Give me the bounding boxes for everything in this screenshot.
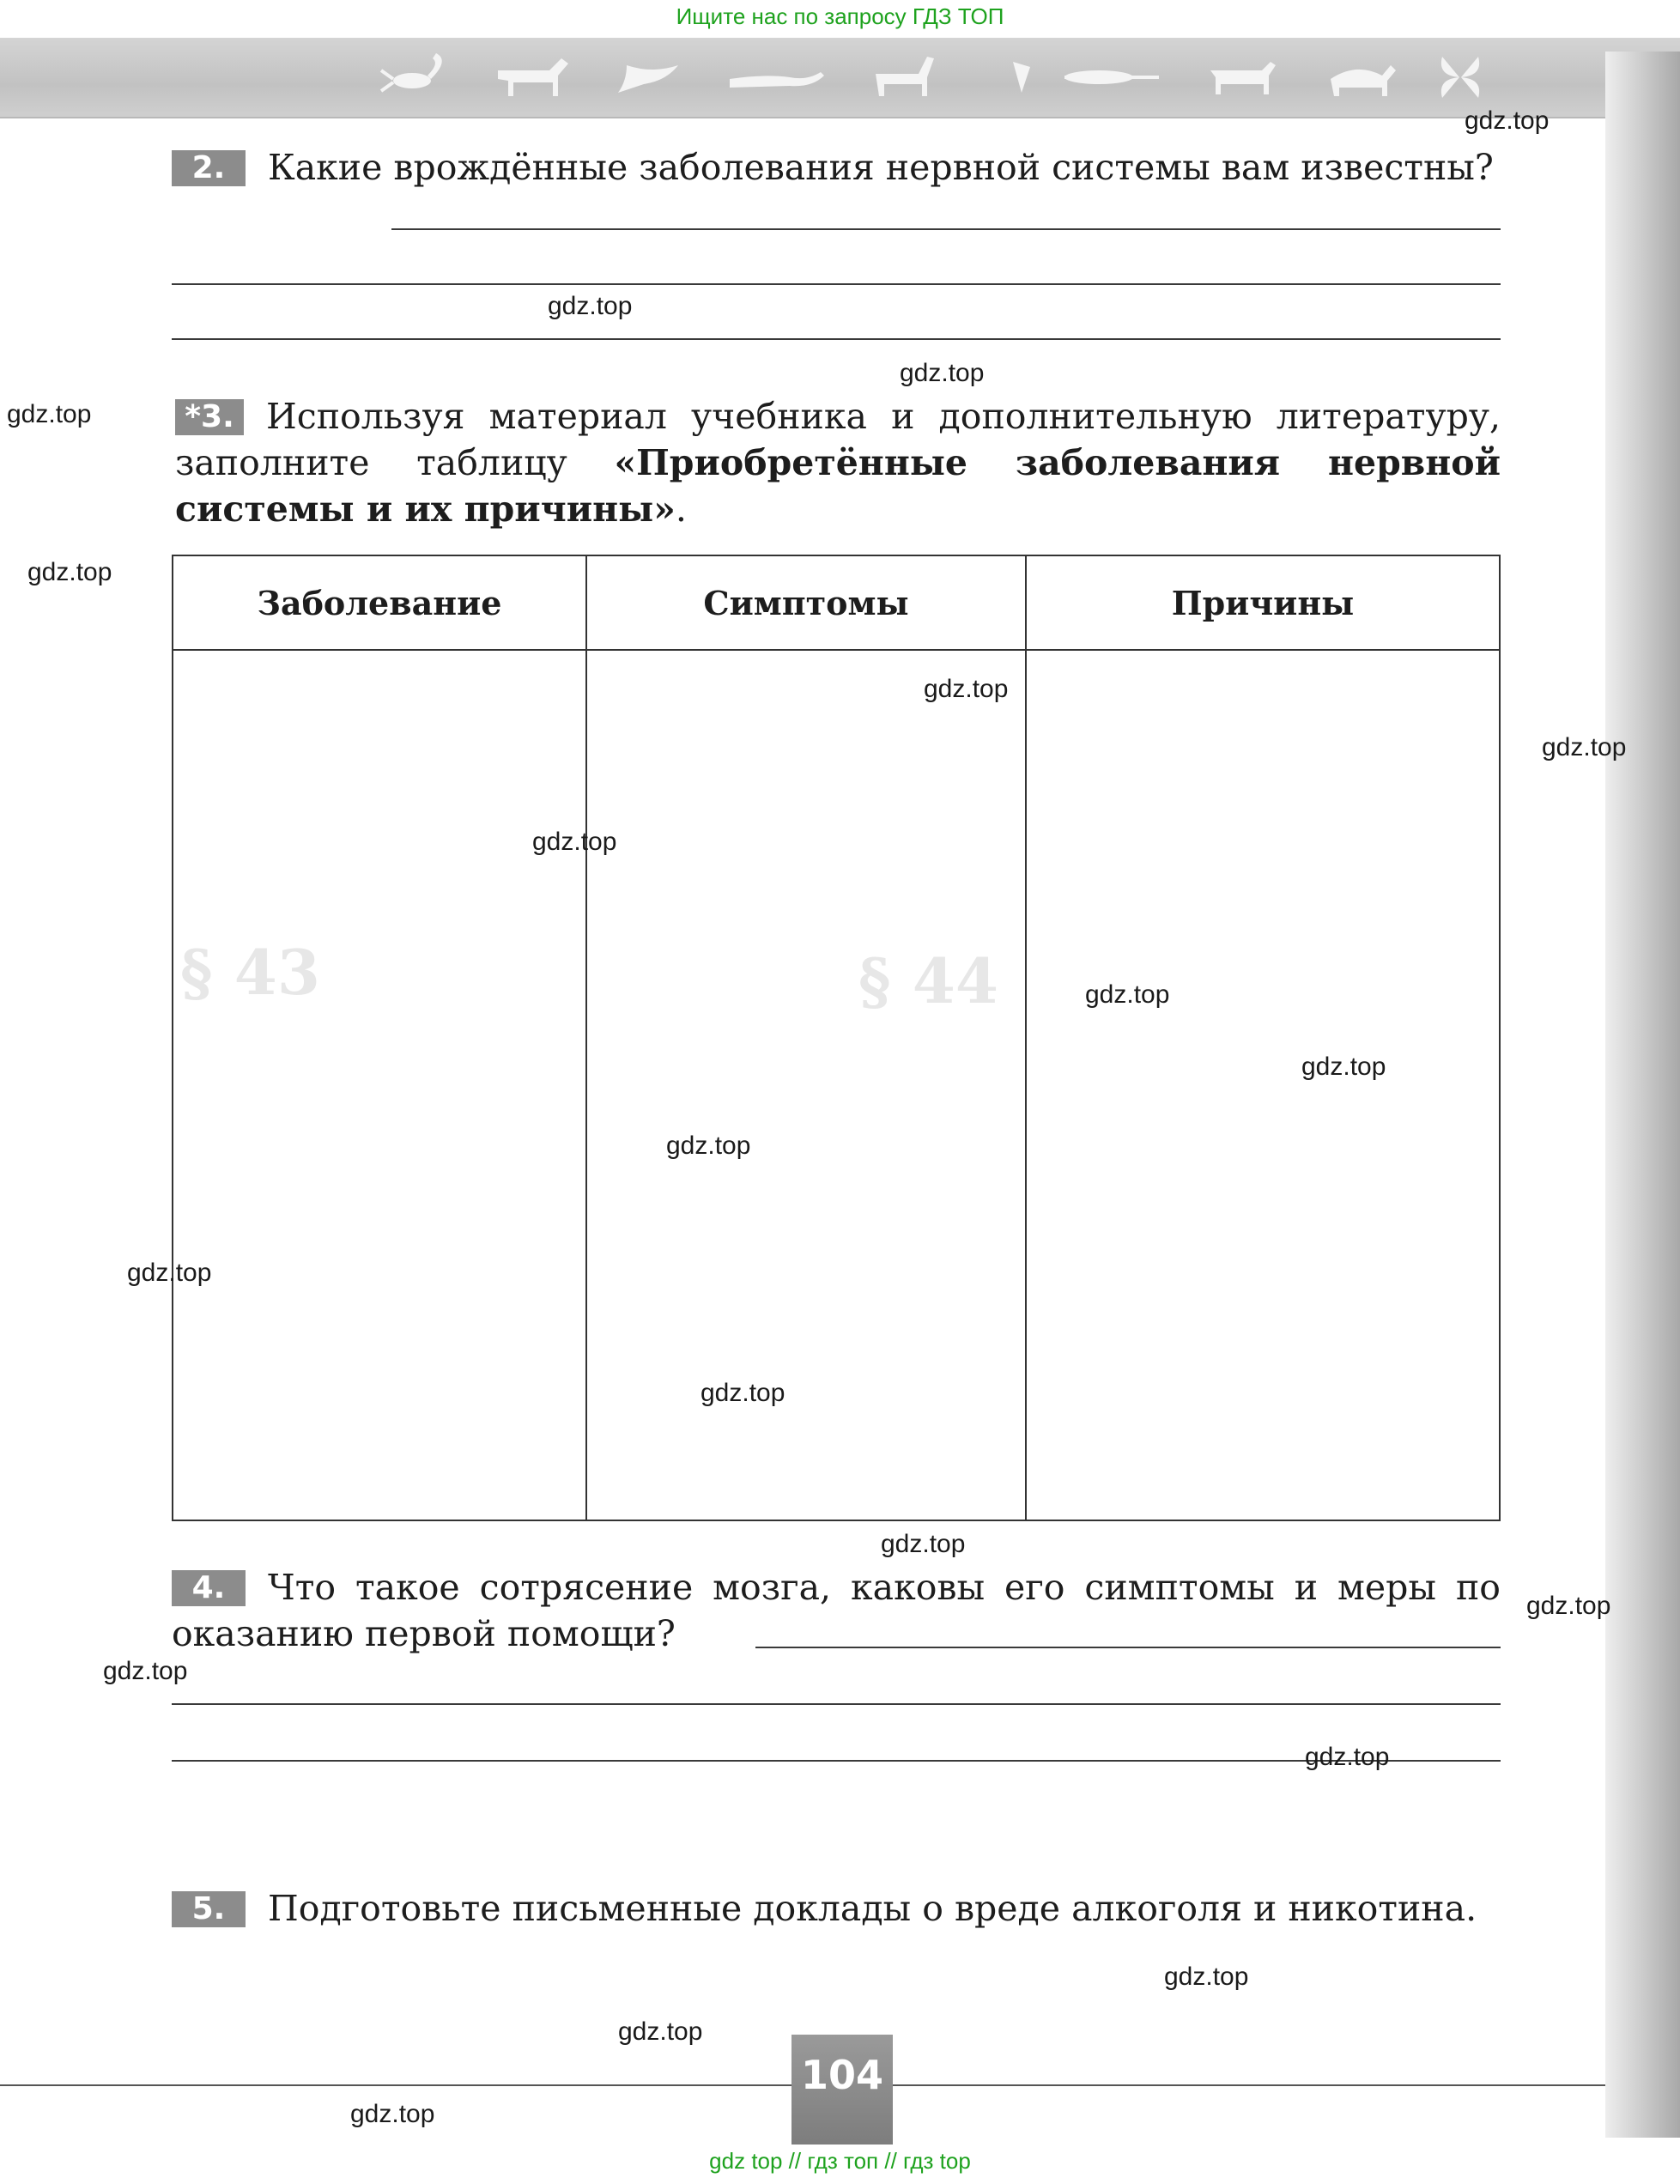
watermark: gdz.top [1164,1963,1249,1991]
task-text-end: . [675,488,687,530]
table-cell-symptoms[interactable] [586,650,1026,1520]
task-text: Используя материал учебника и дополнительную литературу, заполните таблицу [175,396,1501,483]
bleed-through-decoration: § 44 [858,944,998,1017]
deer-icon [876,57,934,96]
answer-line[interactable] [172,1760,1501,1762]
watermark: gdz.top [103,1657,188,1685]
answer-line[interactable] [391,228,1501,230]
scorpion-icon [381,53,442,91]
dragonfly-icon [1064,70,1159,84]
task-number-badge: 5. [172,1891,246,1927]
watermark: gdz.top [548,292,633,320]
task-number-badge: *3. [175,399,244,435]
bird-icon [618,65,678,93]
task-text: Подготовьте письменные доклады о вреде алкоголя и никотина. [268,1888,1477,1929]
watermark: gdz.top [666,1131,751,1160]
watermark: gdz.top [27,558,112,586]
watermark: gdz.top [1305,1743,1390,1771]
lizard-icon [730,72,824,88]
table-title: «Приобретённые заболевания нервной системы и их причины» [175,442,1501,530]
task-2 [172,144,1501,191]
task-number-badge: 2. [172,150,246,186]
answer-line[interactable] [755,1647,1501,1648]
watermark: gdz.top [350,2100,435,2128]
watermark: gdz.top [924,675,1009,703]
watermark: gdz.top [881,1530,966,1558]
watermark: gdz.top [1301,1053,1386,1081]
column-header-causes: Причины [1026,555,1500,650]
watermark: gdz.top [1542,733,1627,761]
task-4 [172,1564,1501,1657]
animal-silhouettes [361,45,1528,110]
watermark: gdz.top [701,1379,785,1407]
watermark: gdz.top [1085,980,1170,1009]
table-header-row [173,555,1500,650]
table-cell-causes[interactable] [1026,650,1500,1520]
answer-line[interactable] [172,1703,1501,1705]
diseases-table [172,555,1501,1521]
task-5 [172,1885,1501,1932]
table-row [173,650,1500,1520]
task-text: Какие врождённые заболевания нервной системы вам известны? [268,147,1494,188]
page-edge-shadow [1605,52,1680,2138]
watermark: gdz.top [127,1259,212,1287]
horse-icon [498,58,568,96]
butterfly-icon [1441,57,1479,98]
watermark: gdz.top [532,828,617,856]
bull-icon [1210,62,1276,94]
footer-links[interactable]: gdz top // гдз топ // гдз top [709,2148,971,2174]
task-text: Что такое сотрясение мозга, каковы его симптомы и меры по оказанию первой помощи? [172,1567,1501,1654]
page-number: 104 [800,2052,884,2098]
top-search-link[interactable]: Ищите нас по запросу ГДЗ ТОП [676,3,1004,29]
answer-line[interactable] [172,283,1501,285]
task-3 [175,393,1501,532]
watermark: gdz.top [7,400,92,428]
watermark: gdz.top [618,2017,703,2046]
watermark: gdz.top [1526,1592,1611,1620]
watermark: gdz.top [900,359,985,387]
cat-icon [1331,65,1396,96]
column-header-disease: Заболевание [173,555,586,650]
bleed-through-decoration: § 43 [180,936,320,1009]
task-number-badge: 4. [172,1570,246,1606]
table-cell-disease[interactable] [173,650,586,1520]
bird-icon [1013,62,1030,93]
answer-line[interactable] [172,338,1501,340]
watermark: gdz.top [1465,106,1550,135]
column-header-symptoms: Симптомы [586,555,1026,650]
